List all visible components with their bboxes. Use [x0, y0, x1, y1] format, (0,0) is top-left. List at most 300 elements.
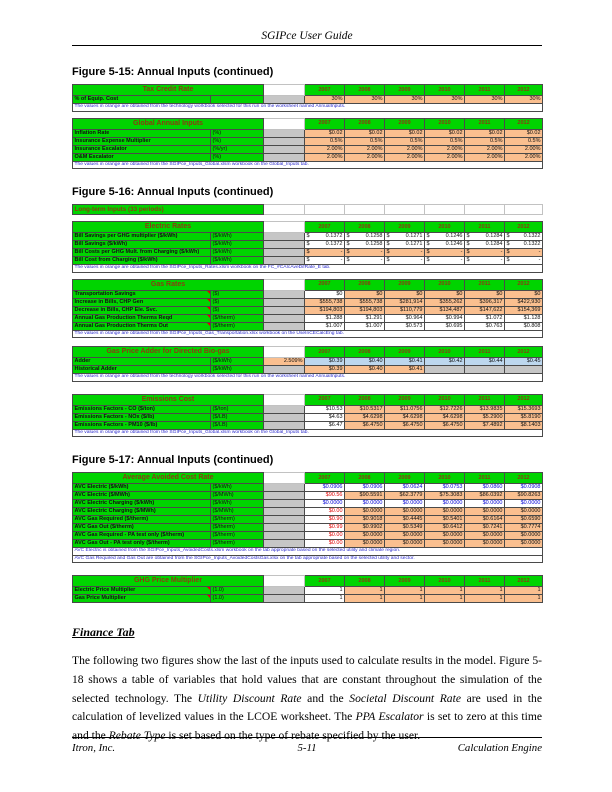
value-cell: $0.5349 [385, 524, 425, 532]
footer-section: Calculation Engine [457, 742, 543, 754]
value-cell [465, 241, 505, 249]
value-cell: $0.9902 [345, 524, 385, 532]
value-cell: 2.00% [505, 145, 543, 153]
row-unit: ($/kWh) [211, 500, 264, 508]
spacer-cell [264, 500, 305, 508]
value-cell [465, 366, 505, 374]
value-cell: 1 [505, 587, 543, 595]
cell-value: - [340, 249, 343, 255]
text-run: are used in the calculation of levelized values in the LCOE worksheet. The [72, 691, 542, 724]
year-header: 2012 [505, 473, 543, 484]
currency-sign: $ [306, 241, 310, 247]
row-label: AVC Gas Out - PA test only ($/therm) [73, 540, 211, 548]
empty-cell [305, 205, 345, 215]
value-cell: $0.695 [425, 322, 465, 330]
table-note: The values in orange are obtained from the SGIPce_Inputs_Global.xlsm workbook on the Global_Inputs tab. [73, 429, 543, 437]
biogas_adder-grid [72, 346, 543, 382]
row-label: Bill Costs per GHG Mult. from Charging ($/kWh) [73, 249, 211, 257]
year-header: 2008 [345, 85, 385, 96]
value-cell: $194,803 [305, 306, 345, 314]
value-cell: $0.0906 [305, 484, 345, 492]
spacer-cell [264, 484, 305, 492]
spacer-cell [264, 279, 305, 290]
value-cell: $0 [305, 290, 345, 298]
value-cell [345, 241, 385, 249]
value-cell: $0.02 [465, 129, 505, 137]
value-cell: 1 [345, 595, 385, 603]
cell-value: 0.1258 [365, 241, 383, 247]
value-cell [425, 257, 465, 265]
value-cell [425, 249, 465, 257]
tax-credit-rate-table [72, 84, 542, 112]
value-cell: 2.00% [505, 153, 543, 161]
value-cell: $0.02 [505, 129, 543, 137]
value-cell: 2.00% [465, 145, 505, 153]
value-cell: 1 [345, 587, 385, 595]
value-cell: $0.0000 [505, 540, 543, 548]
year-header: 2007 [305, 85, 345, 96]
value-cell [425, 241, 465, 249]
row-unit: ($/LB) [211, 421, 264, 429]
row-unit: ($/kWh) [211, 241, 264, 249]
emphasized-term: Utility Discount Rate [197, 691, 302, 705]
emphasized-term: Rebate Type [108, 729, 166, 743]
year-header: 2011 [465, 394, 505, 405]
value-cell: 1 [425, 587, 465, 595]
row-label: Electric Price Multiplier [73, 587, 211, 595]
value-cell: $0.41 [385, 366, 425, 374]
value-cell: $134,487 [425, 306, 465, 314]
table-title: Tax Credit Rate [73, 85, 264, 96]
value-cell: $0.99 [305, 524, 345, 532]
year-header: 2009 [385, 347, 425, 358]
year-header: 2010 [425, 473, 465, 484]
value-cell: $0.964 [385, 314, 425, 322]
currency-sign: $ [426, 249, 430, 255]
table-title: Electric Rates [73, 222, 264, 233]
value-cell: $0.0000 [385, 500, 425, 508]
value-cell: $0.42 [425, 358, 465, 366]
value-cell: $0.808 [505, 322, 543, 330]
year-header: 2008 [345, 347, 385, 358]
value-cell: $0.00 [305, 540, 345, 548]
value-cell: $0.0000 [505, 532, 543, 540]
cell-value: - [340, 257, 343, 263]
row-label: Bill Savings ($/kWh) [73, 241, 211, 249]
spacer-cell [264, 298, 305, 306]
value-cell: $90.56 [305, 492, 345, 500]
value-cell [465, 249, 505, 257]
year-header: 2007 [305, 394, 345, 405]
value-cell: $0.0908 [505, 484, 543, 492]
value-cell [305, 249, 345, 257]
finance-paragraph [72, 652, 542, 746]
value-cell: $13.9835 [465, 405, 505, 413]
text-run: and the [301, 691, 350, 705]
row-unit: ($/kWh) [211, 249, 264, 257]
year-header: 2012 [505, 347, 543, 358]
value-cell: $355,262 [425, 298, 465, 306]
value-cell: 0.5% [385, 137, 425, 145]
value-cell: $0.00 [305, 532, 345, 540]
row-unit: ($) [211, 290, 264, 298]
spacer-cell [264, 576, 305, 587]
cell-value: - [380, 257, 383, 263]
year-header: 2010 [425, 394, 465, 405]
value-cell: 1 [465, 595, 505, 603]
currency-sign: $ [466, 233, 470, 239]
year-header: 2009 [385, 394, 425, 405]
cell-value: 0.1246 [445, 241, 463, 247]
year-header: 2011 [465, 222, 505, 233]
currency-sign: $ [466, 241, 470, 247]
row-unit: ($) [211, 306, 264, 314]
value-cell: $0.0000 [505, 508, 543, 516]
spacer-cell [264, 233, 305, 241]
cell-value: 0.1372 [325, 233, 343, 239]
spacer-cell [264, 405, 305, 413]
spacer-cell [264, 516, 305, 524]
gas_rates-grid [72, 279, 543, 339]
value-cell: $90.8263 [505, 492, 543, 500]
year-header: 2009 [385, 279, 425, 290]
year-header: 2009 [385, 576, 425, 587]
value-cell: $0.0624 [385, 484, 425, 492]
year-header: 2007 [305, 222, 345, 233]
spacer-cell [264, 587, 305, 595]
spacer-cell [264, 508, 305, 516]
row-label: Insurance Expense Multiplier [73, 137, 211, 145]
spacer-cell [264, 532, 305, 540]
table-title: GHG Price Multiplier [73, 576, 264, 587]
year-header: 2011 [465, 279, 505, 290]
row-label: Increase in Bills, CHP Gen [73, 298, 211, 306]
row-label: % of Equip. Cost [73, 96, 211, 104]
row-unit: ($/therm) [211, 314, 264, 322]
value-cell: $0.0000 [465, 540, 505, 548]
row-unit [211, 96, 264, 104]
year-header: 2012 [505, 85, 543, 96]
row-label: Gas Price Multiplier [73, 595, 211, 603]
value-cell: $1.072 [465, 314, 505, 322]
value-cell: $422,930 [505, 298, 543, 306]
avoided_cost-grid [72, 472, 543, 563]
cell-value: - [500, 257, 503, 263]
document-title: SGIPce User Guide [261, 30, 353, 42]
spacer-cell [264, 153, 305, 161]
value-cell: $0.40 [345, 366, 385, 374]
running-header [72, 30, 542, 46]
row-unit: ($/therm) [211, 532, 264, 540]
row-unit: (%) [211, 129, 264, 137]
currency-sign: $ [506, 257, 510, 263]
year-header: 2012 [505, 222, 543, 233]
value-cell: $0 [505, 290, 543, 298]
value-cell: 0.5% [505, 137, 543, 145]
cell-value: - [420, 257, 423, 263]
table-title: Gas Price Adder for Directed Bio-gas [73, 347, 264, 358]
empty-cell [345, 205, 385, 215]
value-cell: $0.44 [465, 358, 505, 366]
row-unit: ($/LB) [211, 413, 264, 421]
year-header: 2008 [345, 473, 385, 484]
value-cell: $10.5317 [345, 405, 385, 413]
row-label: Transportation Savings [73, 290, 211, 298]
value-cell [505, 233, 543, 241]
value-cell: 30% [385, 96, 425, 104]
value-cell: $0.0000 [385, 540, 425, 548]
value-cell: $1.007 [345, 322, 385, 330]
value-cell: $0.0000 [425, 500, 465, 508]
value-cell: $0.0000 [465, 508, 505, 516]
value-cell: $0.573 [385, 322, 425, 330]
value-cell: 0.5% [425, 137, 465, 145]
value-cell: $0.763 [465, 322, 505, 330]
empty-cell [465, 205, 505, 215]
biogas-adder-table [72, 346, 542, 382]
spacer-cell [264, 85, 305, 96]
value-cell [465, 257, 505, 265]
value-cell: $0.0000 [465, 500, 505, 508]
value-cell: $1.007 [305, 322, 345, 330]
value-cell: $0.0000 [385, 532, 425, 540]
value-cell: $147,622 [465, 306, 505, 314]
table-title: Emissions Cost [73, 394, 264, 405]
value-cell: $0.0000 [385, 508, 425, 516]
spacer-cell [264, 290, 305, 298]
value-cell: 2.00% [345, 145, 385, 153]
currency-sign: $ [386, 257, 390, 263]
year-header: 2008 [345, 279, 385, 290]
currency-sign: $ [506, 249, 510, 255]
value-cell: $6.47 [305, 421, 345, 429]
value-cell: $0.90 [305, 516, 345, 524]
year-header: 2010 [425, 85, 465, 96]
table-note: AVC Gas Required and Gas Out are obtained from the SGIPce_Inputs_AvoidedCostsGas.xlsx on the tab appropriate based on the selected utility and sector. [73, 555, 543, 563]
value-cell: $0.00 [305, 508, 345, 516]
row-unit: (%/yr) [211, 145, 264, 153]
emissions-cost-table [72, 394, 542, 438]
value-cell: $86.0392 [465, 492, 505, 500]
spacer-cell [264, 347, 305, 358]
value-cell: $154,369 [505, 306, 543, 314]
value-cell: $0.45 [505, 358, 543, 366]
value-cell: $110,779 [385, 306, 425, 314]
row-unit: ($/kWh) [211, 366, 264, 374]
cell-value: 0.1258 [365, 233, 383, 239]
value-cell [345, 249, 385, 257]
row-unit: ($/therm) [211, 524, 264, 532]
value-cell: $0.7774 [505, 524, 543, 532]
empty-cell [505, 205, 543, 215]
value-cell: $0.39 [305, 366, 345, 374]
value-cell: 0.5% [305, 137, 345, 145]
year-header: 2008 [345, 118, 385, 129]
cell-value: 0.1271 [405, 241, 423, 247]
value-cell: $15.3693 [505, 405, 543, 413]
row-unit: ($/MWh) [211, 508, 264, 516]
cell-value: - [460, 257, 463, 263]
currency-sign: $ [306, 257, 310, 263]
value-cell: 1 [385, 595, 425, 603]
currency-sign: $ [506, 233, 510, 239]
spacer-cell [264, 540, 305, 548]
value-cell: 2.00% [385, 153, 425, 161]
global_inputs-grid [72, 118, 543, 170]
spacer-cell [264, 595, 305, 603]
footer-company: Itron, Inc. [72, 742, 116, 754]
year-header: 2009 [385, 85, 425, 96]
value-cell: $0.41 [385, 358, 425, 366]
spacer-cell [264, 314, 305, 322]
row-unit: ($/kWh) [211, 233, 264, 241]
value-cell: $281,914 [385, 298, 425, 306]
row-label: Historical Adder [73, 366, 211, 374]
currency-sign: $ [426, 233, 430, 239]
currency-sign: $ [346, 257, 350, 263]
row-label: Bill Cost from Charging ($/kWh) [73, 257, 211, 265]
value-cell: $62.3779 [385, 492, 425, 500]
value-cell: $0.6590 [505, 516, 543, 524]
cell-value: 0.1271 [405, 233, 423, 239]
value-cell: 30% [425, 96, 465, 104]
value-cell: $0 [465, 290, 505, 298]
long-term-inputs-banner [72, 204, 542, 215]
electric_rates-grid [72, 221, 543, 273]
currency-sign: $ [466, 257, 470, 263]
value-cell [465, 233, 505, 241]
figure-5-15-caption: Figure 5-15: Annual Inputs (continued) [72, 66, 274, 78]
value-cell: $0.39 [305, 358, 345, 366]
value-cell: 0.5% [465, 137, 505, 145]
row-unit: ($/kWh) [211, 484, 264, 492]
spacer-cell [264, 421, 305, 429]
row-label: AVC Gas Out ($/therm) [73, 524, 211, 532]
value-cell: $5.2900 [465, 413, 505, 421]
value-cell: $0.0000 [345, 500, 385, 508]
value-cell: 1 [305, 595, 345, 603]
value-cell [505, 257, 543, 265]
currency-sign: $ [466, 249, 470, 255]
currency-sign: $ [306, 233, 310, 239]
value-cell: $4.63 [305, 413, 345, 421]
year-header: 2008 [345, 576, 385, 587]
cell-value: 0.1322 [523, 241, 541, 247]
tax_credit-grid [72, 84, 543, 112]
value-cell [305, 257, 345, 265]
year-header: 2007 [305, 473, 345, 484]
spacer-cell [264, 473, 305, 484]
spacer-cell [264, 257, 305, 265]
row-label: Emissions Factors - PM10 ($/lb) [73, 421, 211, 429]
spacer-cell: 2.509% [264, 358, 305, 366]
currency-sign: $ [386, 233, 390, 239]
value-cell [385, 257, 425, 265]
page-footer [72, 737, 542, 754]
spacer-cell [264, 96, 305, 104]
longterm_banner-grid [72, 204, 543, 215]
table-note: The values in orange are obtained from the SGIPce_Inputs_Rates.xlsm workbook on the FC_#CAIcAveDifRate_E tab. [73, 265, 543, 273]
year-header: 2008 [345, 222, 385, 233]
value-cell: $10.53 [305, 405, 345, 413]
spacer-cell [264, 137, 305, 145]
spacer-cell [264, 249, 305, 257]
value-cell: $5.8190 [505, 413, 543, 421]
cell-value: - [500, 249, 503, 255]
value-cell: 0.5% [345, 137, 385, 145]
finance-tab-heading: Finance Tab [72, 625, 135, 639]
value-cell: $0.0860 [465, 484, 505, 492]
year-header: 2011 [465, 85, 505, 96]
currency-sign: $ [346, 241, 350, 247]
row-label: AVC Electric ($/kWh) [73, 484, 211, 492]
row-unit: ($/MWh) [211, 492, 264, 500]
value-cell: $0.994 [425, 314, 465, 322]
year-header: 2011 [465, 576, 505, 587]
spacer-cell [264, 413, 305, 421]
value-cell: $0.02 [425, 129, 465, 137]
value-cell: $0.02 [305, 129, 345, 137]
value-cell: $0.7241 [465, 524, 505, 532]
value-cell [385, 241, 425, 249]
year-header: 2010 [425, 347, 465, 358]
value-cell [385, 233, 425, 241]
row-unit: ($/therm) [211, 322, 264, 330]
figure-5-16-caption: Figure 5-16: Annual Inputs (continued) [72, 186, 274, 198]
value-cell: $396,317 [465, 298, 505, 306]
value-cell [305, 241, 345, 249]
currency-sign: $ [386, 249, 390, 255]
value-cell: $4.6298 [425, 413, 465, 421]
row-label: Emissions Factors - CO ($/ton) [73, 405, 211, 413]
row-unit: ($/therm) [211, 516, 264, 524]
value-cell: $0.5401 [425, 516, 465, 524]
row-unit: (1.0) [211, 587, 264, 595]
value-cell: $4.6298 [385, 413, 425, 421]
value-cell: 30% [345, 96, 385, 104]
table-title: Average Avoided Cost Rate [73, 473, 264, 484]
value-cell: $194,803 [345, 306, 385, 314]
currency-sign: $ [506, 241, 510, 247]
value-cell: 30% [305, 96, 345, 104]
row-unit: (1.0) [211, 595, 264, 603]
value-cell [305, 233, 345, 241]
year-header: 2007 [305, 279, 345, 290]
average-avoided-cost-table [72, 472, 542, 563]
cell-value: - [460, 249, 463, 255]
year-header: 2007 [305, 118, 345, 129]
row-label: AVC Gas Required ($/therm) [73, 516, 211, 524]
row-label: Decrease in Bills, CHP Ele. Svc. [73, 306, 211, 314]
figure-5-17-caption: Figure 5-17: Annual Inputs (continued) [72, 454, 274, 466]
year-header: 2007 [305, 347, 345, 358]
cell-value: 0.1246 [445, 233, 463, 239]
row-unit: (%) [211, 153, 264, 161]
ghg_multiplier-grid [72, 575, 543, 603]
empty-cell [385, 205, 425, 215]
value-cell: $0.9018 [345, 516, 385, 524]
emphasized-term: Societal Discount Rate [349, 691, 461, 705]
value-cell: 1 [385, 587, 425, 595]
text-run: The following two figures show the last of the inputs used to calculate results in the model. Figure 5-18 shows a table of variables that hold values that are constant throughout the simulation of the selected technology. The [72, 654, 542, 705]
row-label: O&M Escalator [73, 153, 211, 161]
spacer-cell [264, 322, 305, 330]
row-label: Adder [73, 358, 211, 366]
year-header: 2011 [465, 347, 505, 358]
row-unit: ($/kWh) [211, 257, 264, 265]
value-cell: 2.00% [305, 145, 345, 153]
section-banner: Long-term Inputs (33 periods) [73, 205, 264, 215]
